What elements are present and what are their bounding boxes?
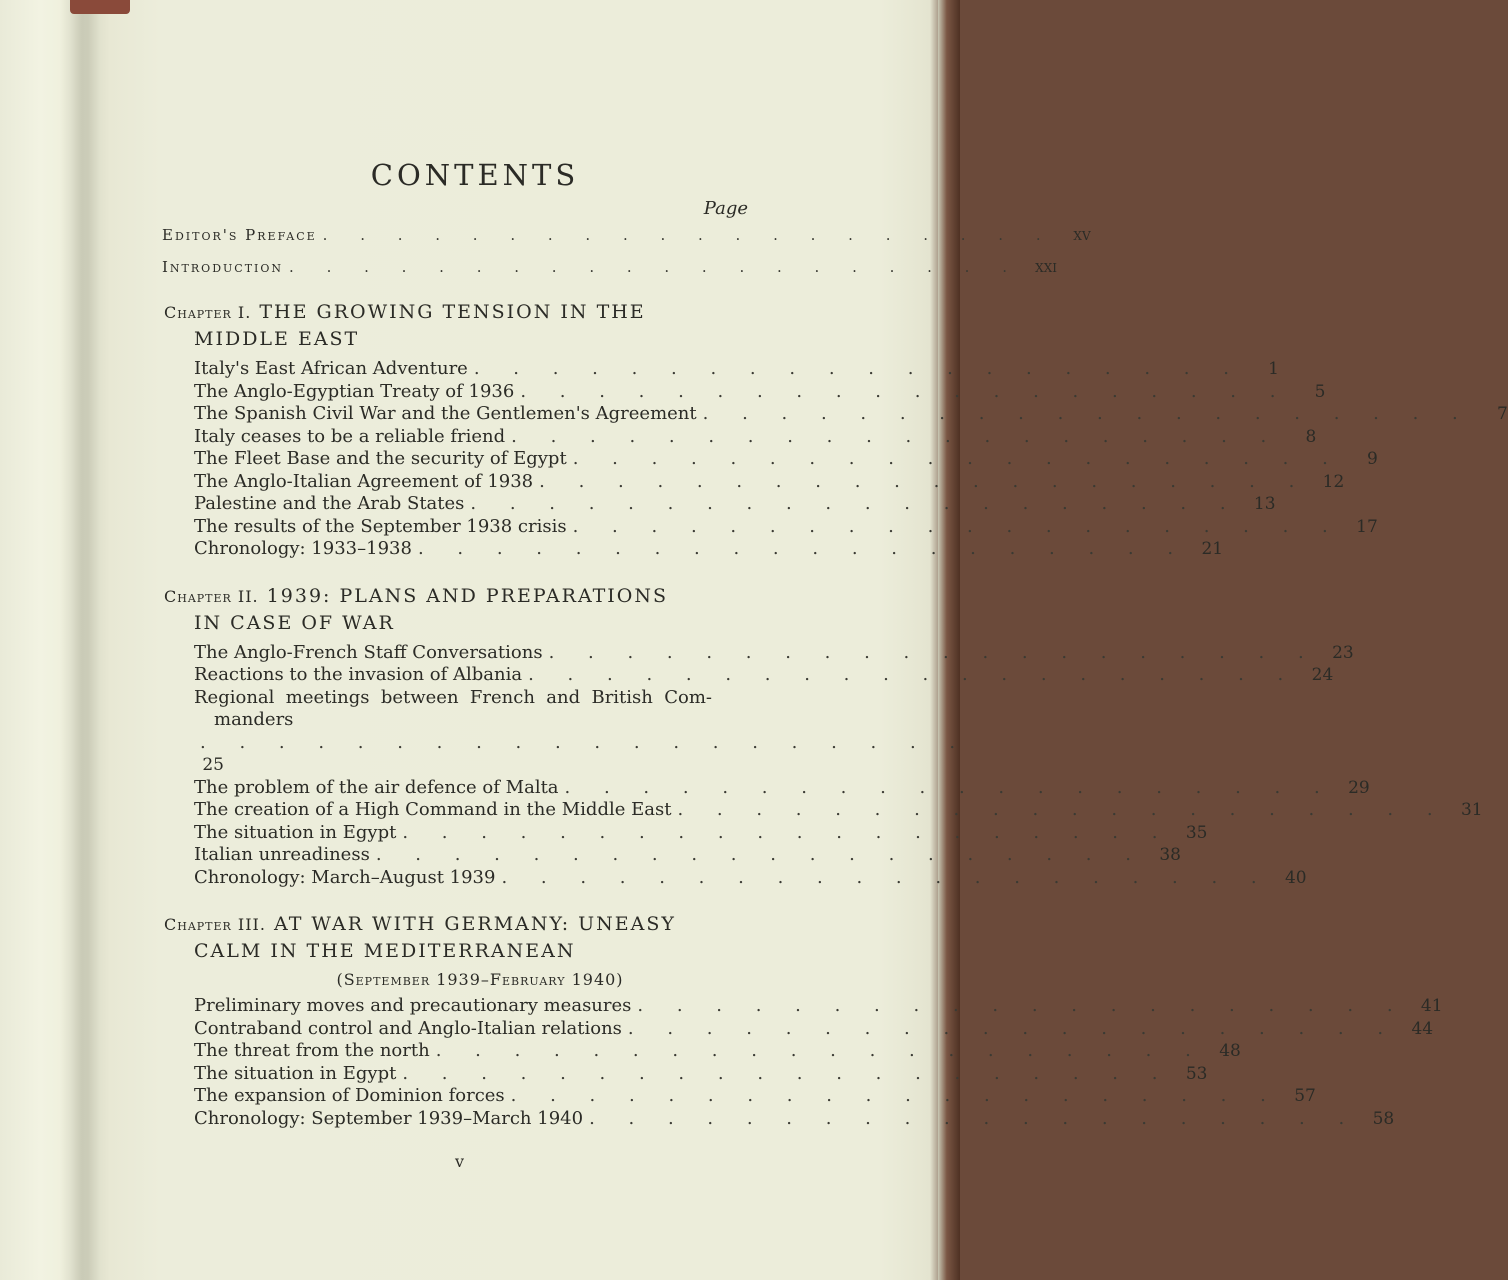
entry-title: Contraband control and Anglo-Italian relations — [194, 1017, 622, 1039]
dot-leader: . . . . . . . . . . . . . . . . . . . . — [520, 380, 1290, 402]
entry-title-continued: manders — [214, 709, 294, 730]
dot-leader: . . . . . . . . . . . . . . . . . . . . — [375, 844, 1145, 865]
front-matter-row — [162, 257, 1057, 277]
entry-title: Italy's East African Adventure — [194, 358, 468, 379]
dot-leader: . . . . . . . . . . . . . . . . . . . . — [572, 448, 1342, 469]
page-title: CONTENTS — [370, 158, 580, 192]
entry-page-number: 40 — [1284, 867, 1307, 888]
entry-title: Introduction — [162, 258, 284, 276]
entry-title: Italy ceases to be a reliable friend — [194, 425, 506, 447]
front-matter-row — [162, 225, 1091, 245]
dot-leader: . . . . . . . . . . . . . . . . . . . . — [637, 995, 1407, 1016]
section-entry — [194, 821, 1208, 845]
entry-page-number: 8 — [1305, 426, 1317, 447]
section-entry — [194, 866, 1307, 890]
entry-title: The expansion of Dominion forces — [194, 1085, 505, 1106]
entry-page-number: 25 — [202, 755, 224, 775]
entry-page-number: 41 — [1420, 996, 1443, 1016]
entry-title: Chronology: 1933–1938 — [194, 538, 412, 559]
entry-page-number: 1 — [1268, 359, 1279, 379]
entry-page-number: 53 — [1185, 1063, 1208, 1084]
chapter-title-continued: IN CASE OF WAR — [194, 611, 395, 634]
section-entry — [194, 358, 1279, 381]
entry-title: Palestine and the Arab States — [194, 493, 465, 514]
chapter-date-range: (September 1939–February 1940) — [336, 970, 624, 989]
chapter-section — [140, 911, 1443, 1130]
entry-page-number: 13 — [1253, 494, 1276, 514]
entry-title: Reactions to the invasion of Albania — [194, 664, 523, 685]
bookmark-strip — [70, 0, 130, 14]
chapter-title: THE GROWING TENSION IN THE — [259, 301, 646, 323]
dot-leader: . . . . . . . . . . . . . . . . . . . . — [501, 866, 1271, 888]
entry-title: Italian unreadiness — [194, 844, 370, 865]
dot-leader: . . . . . . . . . . . . . . . . . . . . — [572, 515, 1342, 537]
entry-title: The Anglo-French Staff Conversations — [194, 641, 543, 663]
entry-page-number: 48 — [1219, 1041, 1241, 1061]
entry-page-number: 31 — [1460, 800, 1483, 820]
section-entry — [194, 1107, 1395, 1131]
entry-title: Editor's Preface — [162, 226, 317, 244]
chapter-list — [140, 299, 1508, 1130]
entry-title: The threat from the north — [194, 1040, 430, 1061]
entry-page-number: 24 — [1311, 665, 1334, 685]
section-entry — [194, 776, 1370, 800]
dot-leader: . . . . . . . . . . . . . . . . . . . . — [417, 538, 1188, 559]
dot-leader: . . . . . . . . . . . . . . . . . . . . — [702, 403, 1472, 424]
dot-leader: . . . . . . . . . . . . . . . . . . . . — [289, 258, 1021, 276]
entry-title: Preliminary moves and precautionary measures — [194, 995, 632, 1016]
section-entry — [194, 799, 1483, 822]
section-entry — [194, 641, 1354, 665]
entry-page-number: xv — [1073, 225, 1091, 245]
entry-page-number: 58 — [1372, 1108, 1395, 1129]
dot-leader: . . . . . . . . . . . . . . . . . . . . — [539, 470, 1309, 492]
dot-leader: . . . . . . . . . . . . . . . . . . . . — [511, 425, 1281, 447]
entry-page-number: 44 — [1411, 1018, 1434, 1039]
entry-page-number: 23 — [1332, 642, 1354, 663]
section-entry — [194, 403, 1508, 426]
entry-title: The results of the September 1938 crisis — [194, 515, 567, 537]
dot-leader: . . . . . . . . . . . . . . . . . . . . — [564, 776, 1334, 798]
entry-page-number: xxi — [1035, 257, 1057, 277]
contents-page — [140, 150, 1508, 1130]
section-entry — [194, 664, 1334, 687]
entry-title: The situation in Egypt — [194, 821, 397, 843]
entry-title: Chronology: March–August 1939 — [194, 866, 496, 888]
entry-title: The Fleet Base and the security of Egypt — [194, 448, 567, 469]
chapter-heading — [164, 911, 780, 964]
entry-title: Chronology: September 1939–March 1940 — [194, 1107, 584, 1129]
section-entry — [194, 844, 1181, 867]
entry-title: The Anglo-Italian Agreement of 1938 — [194, 470, 534, 492]
page-column-label: Page — [703, 198, 748, 219]
entry-page-number: 38 — [1159, 845, 1181, 865]
dot-leader: . . . . . . . . . . . . . . . . . . . . — [402, 821, 1172, 843]
entry-page-number: 12 — [1322, 471, 1345, 492]
chapter-heading — [164, 299, 780, 352]
dot-leader: . . . . . . . . . . . . . . . . . . . . — [510, 1085, 1280, 1106]
dot-leader: . . . . . . . . . . . . . . . . . . . . — [402, 1062, 1172, 1084]
dot-leader: . . . . . . . . . . . . . . . . . . . . — [528, 664, 1298, 685]
section-entry — [194, 1062, 1208, 1086]
section-entry — [194, 425, 1317, 449]
chapter-heading — [164, 583, 780, 636]
section-entry — [194, 538, 1224, 561]
section-entry — [194, 515, 1378, 539]
dot-leader: . . . . . . . . . . . . . . . . . . . . — [470, 493, 1240, 514]
section-entry — [194, 995, 1443, 1018]
dot-leader: . . . . . . . . . . . . . . . . . . . . — [435, 1040, 1205, 1061]
section-entry — [194, 1017, 1434, 1041]
chapter-number: Chapter II. — [164, 586, 259, 606]
section-entry — [194, 380, 1326, 404]
entry-page-number: 29 — [1348, 777, 1370, 798]
section-entry — [194, 470, 1345, 494]
dot-leader: . . . . . . . . . . . . . . . . . . . . — [627, 1017, 1398, 1039]
section-entry — [194, 686, 970, 777]
chapter-title-continued: MIDDLE EAST — [194, 328, 360, 350]
entry-title: The creation of a High Command in the Middle East — [194, 799, 672, 820]
section-entry — [194, 1085, 1316, 1108]
dot-leader: . . . . . . . . . . . . . . . . . . . . — [473, 358, 1243, 379]
chapter-section — [140, 299, 1508, 561]
entry-page-number: 57 — [1294, 1086, 1316, 1106]
section-entry — [194, 448, 1378, 471]
chapter-number: Chapter I. — [164, 303, 252, 322]
entry-page-number: 35 — [1185, 822, 1208, 843]
entry-title: The Anglo-Egyptian Treaty of 1936 — [194, 380, 515, 402]
dot-leader: . . . . . . . . . . . . . . . . . . . . — [677, 799, 1447, 820]
entry-title: The problem of the air defence of Malta — [194, 776, 559, 798]
entry-page-number: 17 — [1356, 516, 1378, 537]
page-number: v — [455, 1152, 465, 1171]
section-entry — [194, 493, 1276, 516]
dot-leader: . . . . . . . . . . . . . . . . . . . . — [200, 731, 970, 753]
chapter-title-continued: CALM IN THE MEDITERRANEAN — [194, 940, 576, 962]
entry-page-number: 5 — [1314, 381, 1326, 402]
entry-page-number: 7 — [1496, 404, 1508, 424]
entry-title: The Spanish Civil War and the Gentlemen's Agreement — [194, 403, 697, 424]
dot-leader: . . . . . . . . . . . . . . . . . . . . — [322, 226, 1055, 244]
entry-page-number: 9 — [1367, 449, 1378, 469]
entry-page-number: 21 — [1201, 539, 1224, 559]
front-matter — [140, 225, 1091, 277]
section-entry — [194, 1040, 1241, 1063]
entry-title: Regional meetings between French and British Com- — [194, 686, 712, 708]
entry-title: The situation in Egypt — [194, 1062, 397, 1084]
dot-leader: . . . . . . . . . . . . . . . . . . . . — [548, 641, 1318, 663]
spine-shadow — [60, 0, 100, 1280]
chapter-title: AT WAR WITH GERMANY: UNEASY — [274, 913, 676, 935]
chapter-number: Chapter III. — [164, 915, 266, 934]
dot-leader: . . . . . . . . . . . . . . . . . . . . — [589, 1107, 1359, 1129]
chapter-title: 1939: PLANS AND PREPARATIONS — [266, 584, 669, 607]
chapter-section — [140, 583, 1483, 890]
